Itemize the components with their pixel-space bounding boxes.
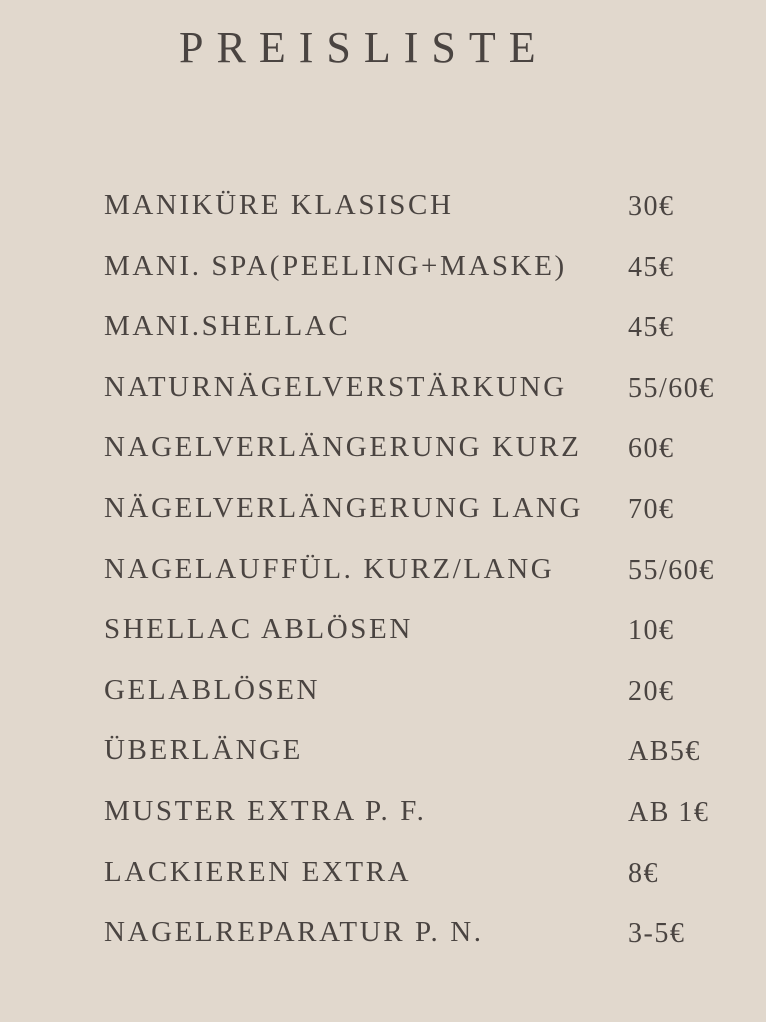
- price-row: [104, 427, 744, 488]
- service-price: 55/60€: [628, 372, 715, 404]
- service-price: 10€: [628, 615, 675, 647]
- service-name: NAGELREPARATUR P. N.: [104, 916, 484, 949]
- service-name: SHELLAC ABLÖSEN: [104, 613, 413, 646]
- price-row: [104, 488, 744, 549]
- price-row: [104, 609, 744, 670]
- service-price: 45€: [628, 312, 675, 344]
- service-name: NAGELAUFFÜL. KURZ/LANG: [104, 552, 555, 585]
- price-row: [104, 367, 744, 428]
- service-price: 55/60€: [628, 554, 715, 586]
- service-name: GELABLÖSEN: [104, 673, 321, 706]
- service-price: 30€: [628, 191, 675, 222]
- service-name: NATURNÄGELVERSTÄRKUNG: [104, 370, 567, 403]
- price-row: [104, 306, 744, 367]
- service-name: MUSTER EXTRA P. F.: [104, 794, 427, 827]
- service-name: LACKIEREN EXTRA: [104, 855, 412, 888]
- service-name: MANIKÜRE KLASISCH: [104, 189, 454, 221]
- service-name: NÄGELVERLÄNGERUNG LANG: [104, 491, 584, 524]
- service-price: 60€: [628, 433, 675, 465]
- page-title: PREISLISTE: [179, 23, 549, 72]
- price-row: [104, 246, 744, 307]
- service-price: 8€: [628, 857, 659, 889]
- service-price: 20€: [628, 675, 675, 707]
- service-name: MANI.SHELLAC: [104, 310, 351, 343]
- service-name: ÜBERLÄNGE: [104, 734, 304, 767]
- service-price: 3-5€: [628, 918, 686, 950]
- service-price: 70€: [628, 493, 675, 525]
- price-row: [104, 670, 744, 731]
- price-row: [104, 730, 744, 791]
- service-price: AB 1€: [628, 796, 710, 828]
- price-row: [104, 791, 744, 852]
- service-price: 45€: [628, 251, 675, 283]
- price-row: [104, 549, 744, 610]
- service-name: NAGELVERLÄNGERUNG KURZ: [104, 431, 582, 464]
- service-name: MANI. SPA(PEELING+MASKE): [104, 249, 567, 282]
- price-list: [104, 185, 744, 973]
- price-row: [104, 185, 744, 246]
- service-price: AB5€: [628, 736, 701, 768]
- price-row: [104, 912, 744, 973]
- price-row: [104, 852, 744, 913]
